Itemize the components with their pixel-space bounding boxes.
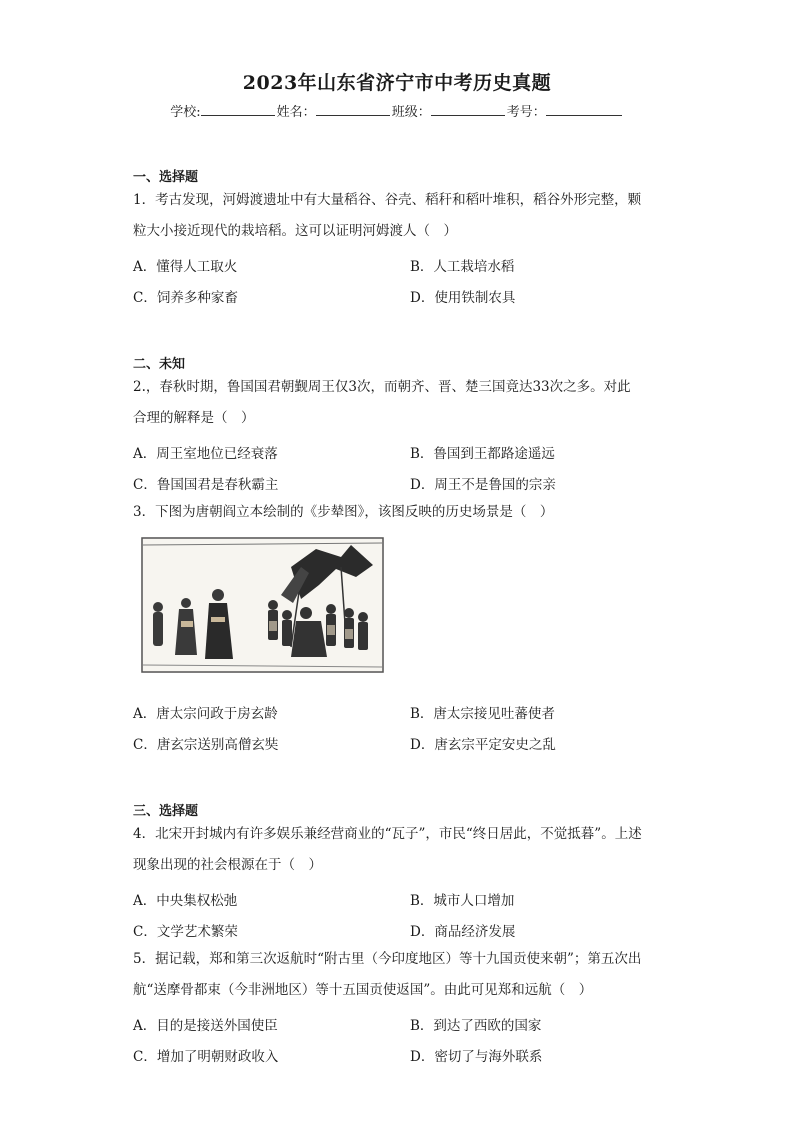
question-5-option-b[interactable]: B．到达了西欧的国家 [410,1018,542,1034]
question-5-option-d[interactable]: D．密切了与海外联系 [410,1049,543,1065]
exam-number-label: 考号： [506,105,546,120]
question-2-option-d[interactable]: D．周王不是鲁国的宗亲 [410,477,556,493]
question-1-option-b[interactable]: B．人工栽培水稻 [410,259,515,275]
question-3-option-d[interactable]: D．唐玄宗平定安史之乱 [410,737,556,753]
question-5-option-c[interactable]: C．增加了明朝财政收入 [133,1049,279,1065]
school-label: 学校: [170,105,201,120]
name-label: 姓名： [276,105,316,120]
question-1-option-a[interactable]: A．懂得人工取火 [133,259,238,275]
stem-line: 5．据记载，郑和第三次返航时“附古里（今印度地区）等十九国贡使来朝”；第五次出 [133,951,642,967]
painting-image [141,537,384,673]
school-blank[interactable] [201,103,275,116]
question-2-stem [133,372,663,434]
stem-line: 合理的解释是（ ） [133,410,255,426]
name-blank[interactable] [316,103,390,116]
question-1-option-c[interactable]: C．饲养多种家畜 [133,290,238,306]
stem-line: 粒大小接近现代的栽培稻。这可以证明河姆渡人（ ） [133,223,457,239]
stem-line: 2.，春秋时期，鲁国国君朝觐周王仅3次，而朝齐、晋、楚三国竟达33次之多。对此 [133,379,631,395]
stem-line: 1．考古发现，河姆渡遗址中有大量稻谷、谷壳、稻秆和稻叶堆积，稻谷外形完整，颗 [133,192,642,208]
section-heading: 二、未知 [133,357,186,372]
question-4-option-a[interactable]: A．中央集权松弛 [133,893,238,909]
question-3-option-b[interactable]: B．唐太宗接见吐蕃使者 [410,706,555,722]
question-4-option-b[interactable]: B．城市人口增加 [410,893,515,909]
question-1-stem [133,185,663,247]
question-3-option-a[interactable]: A．唐太宗问政于房玄龄 [133,706,278,722]
section-heading: 一、选择题 [133,170,199,185]
stem-line: 航“送摩骨都束（今非洲地区）等十五国贡使返国”。由此可见郑和远航（ ） [133,982,593,998]
page-title: 2023年山东省济宁市中考历史真题 [242,72,552,94]
question-2-option-a[interactable]: A．周王室地位已经衰落 [133,446,278,462]
section-heading: 三、选择题 [133,804,199,819]
question-5-option-a[interactable]: A．目的是接送外国使臣 [133,1018,278,1034]
student-info-line [0,101,794,120]
question-1-option-d[interactable]: D．使用铁制农具 [410,290,516,306]
painting-figure [141,537,384,673]
question-2-option-c[interactable]: C．鲁国国君是春秋霸主 [133,477,279,493]
stem-line: 4．北宋开封城内有许多娱乐兼经营商业的“瓦子”，市民“终日居此，不觉抵暮”。上述 [133,826,642,842]
question-3-stem [133,497,663,528]
class-label: 班级： [391,105,431,120]
stem-line: 现象出现的社会根源在于（ ） [133,857,322,873]
question-4-stem [133,819,663,881]
question-3-option-c[interactable]: C．唐玄宗送别高僧玄奘 [133,737,279,753]
question-5-stem [133,944,663,1006]
stem-line: 3．下图为唐朝阎立本绘制的《步辇图》，该图反映的历史场景是（ ） [133,504,554,520]
question-4-option-c[interactable]: C．文学艺术繁荣 [133,924,238,940]
class-blank[interactable] [431,103,505,116]
exam-number-blank[interactable] [546,103,622,116]
question-2-option-b[interactable]: B．鲁国到王都路途遥远 [410,446,555,462]
question-4-option-d[interactable]: D．商品经济发展 [410,924,516,940]
